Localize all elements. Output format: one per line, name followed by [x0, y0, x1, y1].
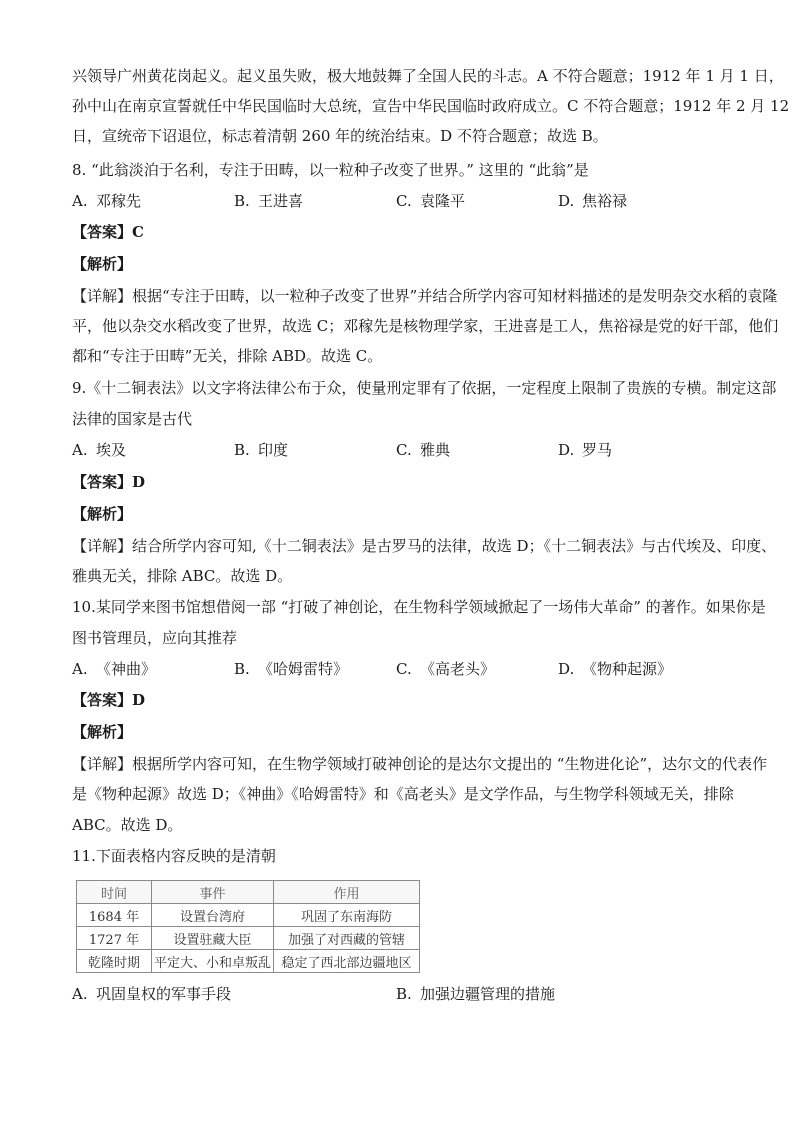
table-row — [77, 927, 420, 950]
q9-detail-1: 【详解】结合所学内容可知,《十二铜表法》是古罗马的法律，故选 D；《十二铜表法》与古代埃及、印度、 — [72, 537, 777, 555]
q10-option-a — [72, 659, 156, 679]
option-letter: B. — [396, 985, 412, 1003]
option-letter: C. — [396, 192, 412, 210]
option-letter: C. — [396, 441, 412, 459]
table-header-row — [77, 881, 420, 904]
q10-detail-3: ABC。故选 D。 — [72, 816, 183, 834]
q10-option-c — [396, 659, 495, 679]
table-cell: 设置驻藏大臣 — [152, 927, 274, 950]
q11-stem: 11.下面表格内容反映的是清朝 — [72, 847, 276, 865]
q10-detail-1: 【详解】根据所学内容可知，在生物学领域打破神创论的是达尔文提出的 “生物进化论”，达尔文的代表作 — [72, 755, 768, 773]
q9-option-d — [558, 440, 612, 460]
q10-stem-2: 图书管理员，应向其推荐 — [72, 629, 238, 647]
table-row — [77, 950, 420, 973]
q9-options — [72, 440, 732, 460]
q11-options — [72, 984, 732, 1004]
q8-option-d — [558, 191, 627, 211]
option-text: 《物种起源》 — [582, 660, 673, 678]
option-text: 邓稼先 — [96, 192, 142, 210]
q10-option-b — [234, 659, 348, 679]
option-letter: B. — [234, 441, 250, 459]
option-letter: D. — [558, 441, 575, 459]
intro-line-3: 日，宣统帝下诏退位，标志着清朝 260 年的统治结束。D 不符合题意；故选 B。 — [72, 127, 608, 145]
q10-answer: 【答案】D — [72, 691, 146, 709]
q8-option-c — [396, 191, 465, 211]
option-text: 《高老头》 — [420, 660, 496, 678]
q8-option-a — [72, 191, 141, 211]
option-text: 雅典 — [420, 441, 451, 459]
option-letter: B. — [234, 192, 250, 210]
q9-stem-2: 法律的国家是古代 — [72, 410, 193, 428]
option-text: 巩固皇权的军事手段 — [96, 985, 232, 1003]
option-text: 印度 — [258, 441, 289, 459]
q11-option-a — [72, 984, 231, 1004]
table-header-cell: 事件 — [152, 881, 274, 904]
table-row — [77, 904, 420, 927]
q11-table — [76, 880, 420, 973]
q11-option-b — [396, 984, 555, 1004]
option-letter: A. — [72, 441, 88, 459]
table-cell: 巩固了东南海防 — [274, 904, 420, 927]
table-header-cell: 时间 — [77, 881, 152, 904]
option-letter: A. — [72, 192, 88, 210]
q9-stem-1: 9.《十二铜表法》以文字将法律公布于众，使量刑定罪有了依据，一定程度上限制了贵族的专横。制定这部 — [72, 379, 777, 397]
table-cell: 1684 年 — [77, 904, 152, 927]
q8-detail-2: 平，他以杂交水稻改变了世界，故选 C；邓稼先是核物理学家，王进喜是工人，焦裕禄是党的好干部，他们 — [72, 317, 779, 335]
q10-stem-1: 10.某同学来图书馆想借阅一部 “打破了神创论，在生物科学领域掀起了一场伟大革命” 的著作。如果你是 — [72, 598, 766, 616]
table-header-cell: 作用 — [274, 881, 420, 904]
option-letter: A. — [72, 985, 88, 1003]
q9-option-b — [234, 440, 288, 460]
option-text: 《神曲》 — [96, 660, 157, 678]
q9-answer: 【答案】D — [72, 473, 146, 491]
option-text: 袁隆平 — [420, 192, 466, 210]
option-letter: B. — [234, 660, 250, 678]
table-cell: 1727 年 — [77, 927, 152, 950]
table-cell: 加强了对西藏的管辖 — [274, 927, 420, 950]
option-text: 焦裕禄 — [582, 192, 628, 210]
option-letter: D. — [558, 192, 575, 210]
q8-detail-1: 【详解】根据“专注于田畴，以一粒种子改变了世界”并结合所学内容可知材料描述的是发明杂交水稻的袁隆 — [72, 287, 778, 305]
option-letter: D. — [558, 660, 575, 678]
q8-answer: 【答案】C — [72, 223, 144, 241]
q8-option-b — [234, 191, 303, 211]
option-text: 罗马 — [582, 441, 613, 459]
option-text: 加强边疆管理的措施 — [420, 985, 556, 1003]
q9-option-a — [72, 440, 126, 460]
option-text: 埃及 — [96, 441, 127, 459]
table-cell: 平定大、小和卓叛乱 — [152, 950, 274, 973]
table-cell: 设置台湾府 — [152, 904, 274, 927]
intro-line-1: 兴领导广州黄花岗起义。起义虽失败，极大地鼓舞了全国人民的斗志。A 不符合题意；1912 年 1 月 1 日， — [72, 67, 784, 85]
q8-options — [72, 191, 732, 211]
q9-detail-2: 雅典无关，排除 ABC。故选 D。 — [72, 567, 293, 585]
q10-analysis-label: 【解析】 — [72, 723, 133, 741]
q8-analysis-label: 【解析】 — [72, 255, 133, 273]
q10-options — [72, 659, 732, 679]
q9-analysis-label: 【解析】 — [72, 505, 133, 523]
q10-option-d — [558, 659, 672, 679]
intro-line-2: 孙中山在南京宣誓就任中华民国临时大总统，宣告中华民国临时政府成立。C 不符合题意；1912 年 2 月 12 — [72, 97, 790, 115]
q10-detail-2: 是《物种起源》故选 D；《神曲》《哈姆雷特》和《高老头》是文学作品，与生物学科领域无关，排除 — [72, 785, 734, 803]
table-cell: 稳定了西北部边疆地区 — [274, 950, 420, 973]
option-letter: C. — [396, 660, 412, 678]
option-letter: A. — [72, 660, 88, 678]
q8-detail-3: 都和“专注于田畴”无关，排除 ABD。故选 C。 — [72, 347, 383, 365]
q8-stem: 8. “此翁淡泊于名利，专注于田畴，以一粒种子改变了世界。” 这里的 “此翁”是 — [72, 161, 589, 179]
option-text: 《哈姆雷特》 — [258, 660, 349, 678]
q9-option-c — [396, 440, 450, 460]
table-cell: 乾隆时期 — [77, 950, 152, 973]
option-text: 王进喜 — [258, 192, 304, 210]
